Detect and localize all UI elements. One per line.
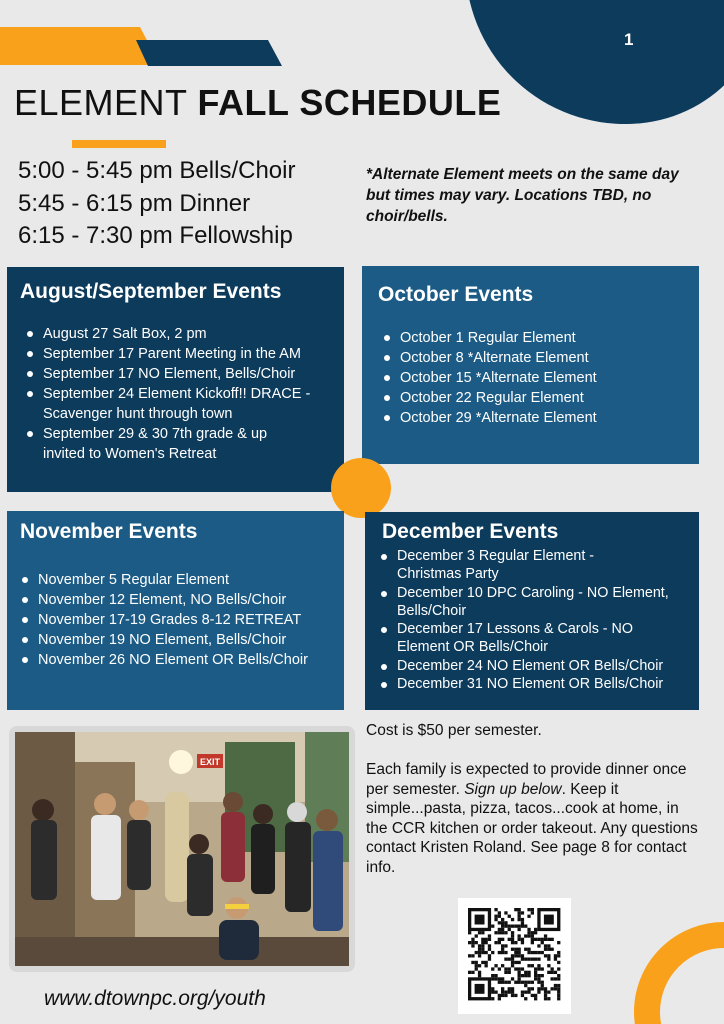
list-item: September 17 Parent Meeting in the AM (21, 344, 341, 364)
aug-sep-events-box (7, 267, 344, 492)
family-note-after: . Keep it simple...pasta, pizza, tacos...cook at home, in the CCR kitchen or order takeout. Any questions contact Kristen Roland. See page 8 for contact info. (366, 780, 698, 876)
navy-stripe (136, 40, 282, 66)
time-bells-choir: 5:00 - 5:45 pm Bells/Choir (18, 157, 296, 184)
list-item: August 27 Salt Box, 2 pm (21, 324, 341, 344)
december-list (375, 547, 695, 693)
alternate-element-note: *Alternate Element meets on the same day but times may vary. Locations TBD, no choir/bells. (366, 166, 679, 225)
list-item: November 17-19 Grades 8-12 RETREAT (16, 610, 341, 630)
october-title: October Events (378, 283, 534, 306)
november-list (16, 570, 341, 670)
title-light: ELEMENT (14, 82, 188, 123)
list-item: September 29 & 30 7th grade & up invited to Women's Retreat (21, 424, 311, 464)
november-events-box (7, 511, 344, 710)
list-item: December 17 Lessons & Carols - NO Element OR Bells/Choir (375, 620, 665, 657)
list-item: November 26 NO Element OR Bells/Choir (16, 650, 341, 670)
october-events-box (362, 266, 699, 464)
page-title (14, 82, 501, 124)
aug-sep-title: August/September Events (20, 280, 282, 303)
page-number: 1 (624, 30, 634, 49)
cost-text: Cost is $50 per semester. (366, 722, 542, 739)
orange-circle (331, 458, 391, 518)
family-dinner-note (366, 760, 700, 877)
schedule-times (18, 155, 295, 253)
qr-code-image[interactable] (458, 898, 571, 1014)
website-url[interactable]: www.dtownpc.org/youth (44, 987, 266, 1010)
december-title: December Events (382, 520, 559, 543)
list-item: December 10 DPC Caroling - NO Element, Bells/Choir (375, 584, 695, 621)
exit-sign: EXIT (199, 757, 221, 767)
list-item: September 17 NO Element, Bells/Choir (21, 364, 341, 384)
list-item: October 15 *Alternate Element (378, 368, 688, 388)
list-item: November 5 Regular Element (16, 570, 341, 590)
october-list (378, 328, 688, 428)
aug-sep-list (21, 324, 341, 464)
list-item: December 3 Regular Element - Christmas Party (375, 547, 625, 584)
title-bold: FALL SCHEDULE (197, 82, 502, 123)
list-item: October 22 Regular Element (378, 388, 688, 408)
title-underline (72, 140, 166, 148)
time-fellowship: 6:15 - 7:30 pm Fellowship (18, 222, 293, 249)
list-item: October 8 *Alternate Element (378, 348, 688, 368)
list-item: December 31 NO Element OR Bells/Choir (375, 675, 695, 693)
orange-stripe (0, 27, 160, 65)
sign-up-link-text[interactable]: Sign up below (464, 780, 562, 798)
qr-code[interactable] (458, 898, 571, 1014)
family-note-before: Each family is expected to provide dinner once per semester. (366, 761, 687, 798)
list-item: September 24 Element Kickoff!! DRACE - Scavenger hunt through town (21, 384, 321, 424)
november-title: November Events (20, 520, 198, 543)
list-item: November 12 Element, NO Bells/Choir (16, 590, 341, 610)
list-item: December 24 NO Element OR Bells/Choir (375, 657, 695, 675)
list-item: November 19 NO Element, Bells/Choir (16, 630, 341, 650)
group-photo-image (15, 732, 349, 966)
december-events-box (365, 512, 699, 710)
time-dinner: 5:45 - 6:15 pm Dinner (18, 189, 251, 217)
group-photo (9, 726, 355, 972)
list-item: October 29 *Alternate Element (378, 408, 688, 428)
list-item: October 1 Regular Element (378, 328, 688, 348)
orange-ring (634, 922, 724, 1024)
